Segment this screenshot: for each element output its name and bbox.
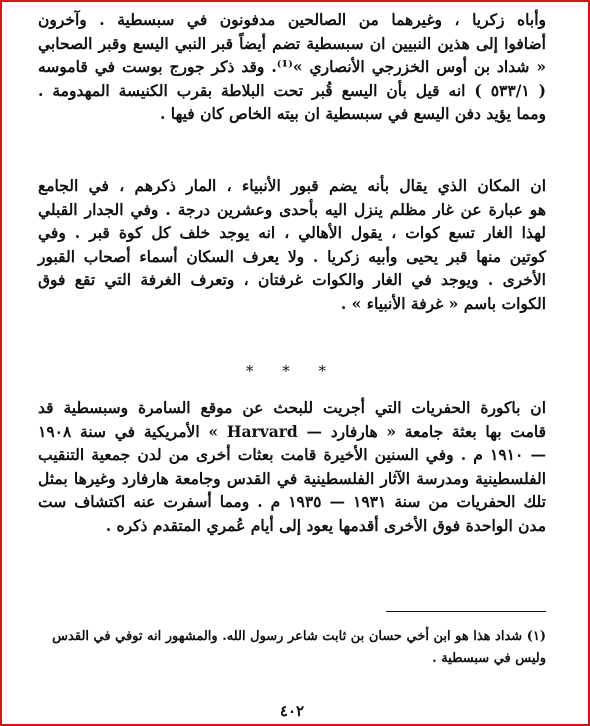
section-separator: * * * [245, 362, 339, 380]
paragraph-2 [38, 174, 546, 315]
text-line: ان المكان الذي يقال بأنه يضم قبور الأنبياء ، المار ذكرهم ، في الجامع [38, 176, 546, 195]
text-line: الفلسطينية ومدرسة الآثار الفلسطينية في القدس وجامعة هارفارد وغيرها بمثل [38, 468, 546, 488]
text-line: هو عبارة عن غار مظلم ينزل اليه بأحدى وعشرين درجة . وفي الجدار القبلي [38, 199, 546, 219]
footnote [38, 626, 546, 670]
text-line: الأخرى . ويوجد في الغار والكوات غرفتان ، وتعرف الغرفة التي تقع فوق [38, 270, 546, 289]
text-line: — ١٩١٠ م . وفي السنين الأخيرة قامت بعثات أخرى من لدن جمعية التنقيب [38, 445, 546, 464]
text-line: « شداد بن أوس الخزرجي الأنصاري »⁽¹⁾. وقد ذكر جورج بوست في قاموسه [38, 57, 547, 76]
text-line: ومما يؤيد دفن اليسع في سبسطية ان بيته الخاص كان فيها . [159, 104, 546, 123]
text-line: أضافوا إلى هذين النبيين ان سبسطية تضم أيضاً قبر النبي اليسع وقبر الصحابي [38, 33, 546, 53]
paragraph-1 [38, 8, 546, 126]
footnote-divider [386, 611, 546, 612]
text-line: وأباه زكريا ، وغيرهما من الصالحين مدفونون في سبسطية . وآخرون [38, 10, 546, 29]
footnote-line: (١) شداد هذا هو ابن أخي حسان بن ثابت شاعر رسول الله. والمشهور انه توفي في القدس [52, 629, 546, 644]
page-number: ٤٠٢ [279, 702, 305, 720]
text-line: كوتين منها قبر يحيى وأبيه زكريا . ولا يعرف السكان أسماء أصحاب القبور [38, 246, 546, 266]
paragraph-3 [38, 396, 546, 537]
text-line: ان باكورة الحفريات التي أجريت للبحث عن موقع السامرة وسبسطية قد [38, 398, 546, 417]
text-line: مدن الواحدة فوق الأخرى أقدمها يعود إلى أيام عُمري المتقدم ذكره . [105, 515, 546, 535]
text-line: لهذا الغار تسع كوات ، يقول الأهالي ، انه يوجد خلف كل كوة قبر . وفي [38, 223, 546, 242]
text-line: قامت بها بعثة جامعة « هارفارد — Harvard » الأمريكية في سنة ١٩٠٨ [38, 421, 546, 441]
text-line: تلك الحفريات من سنة ١٩٣١ — ١٩٣٥ م . ومما أسفرت عنه اكتشاف ست [38, 492, 546, 511]
footnote-line: وليس في سبسطية . [432, 651, 546, 666]
text-line: ( ٥٣٣/١ ) انه قيل بأن اليسع قُبر تحت البلاطة بقرب الكنيسة المهدومة . [38, 80, 546, 100]
text-line: الكوات باسم « غرفة الأنبياء » . [340, 293, 546, 313]
